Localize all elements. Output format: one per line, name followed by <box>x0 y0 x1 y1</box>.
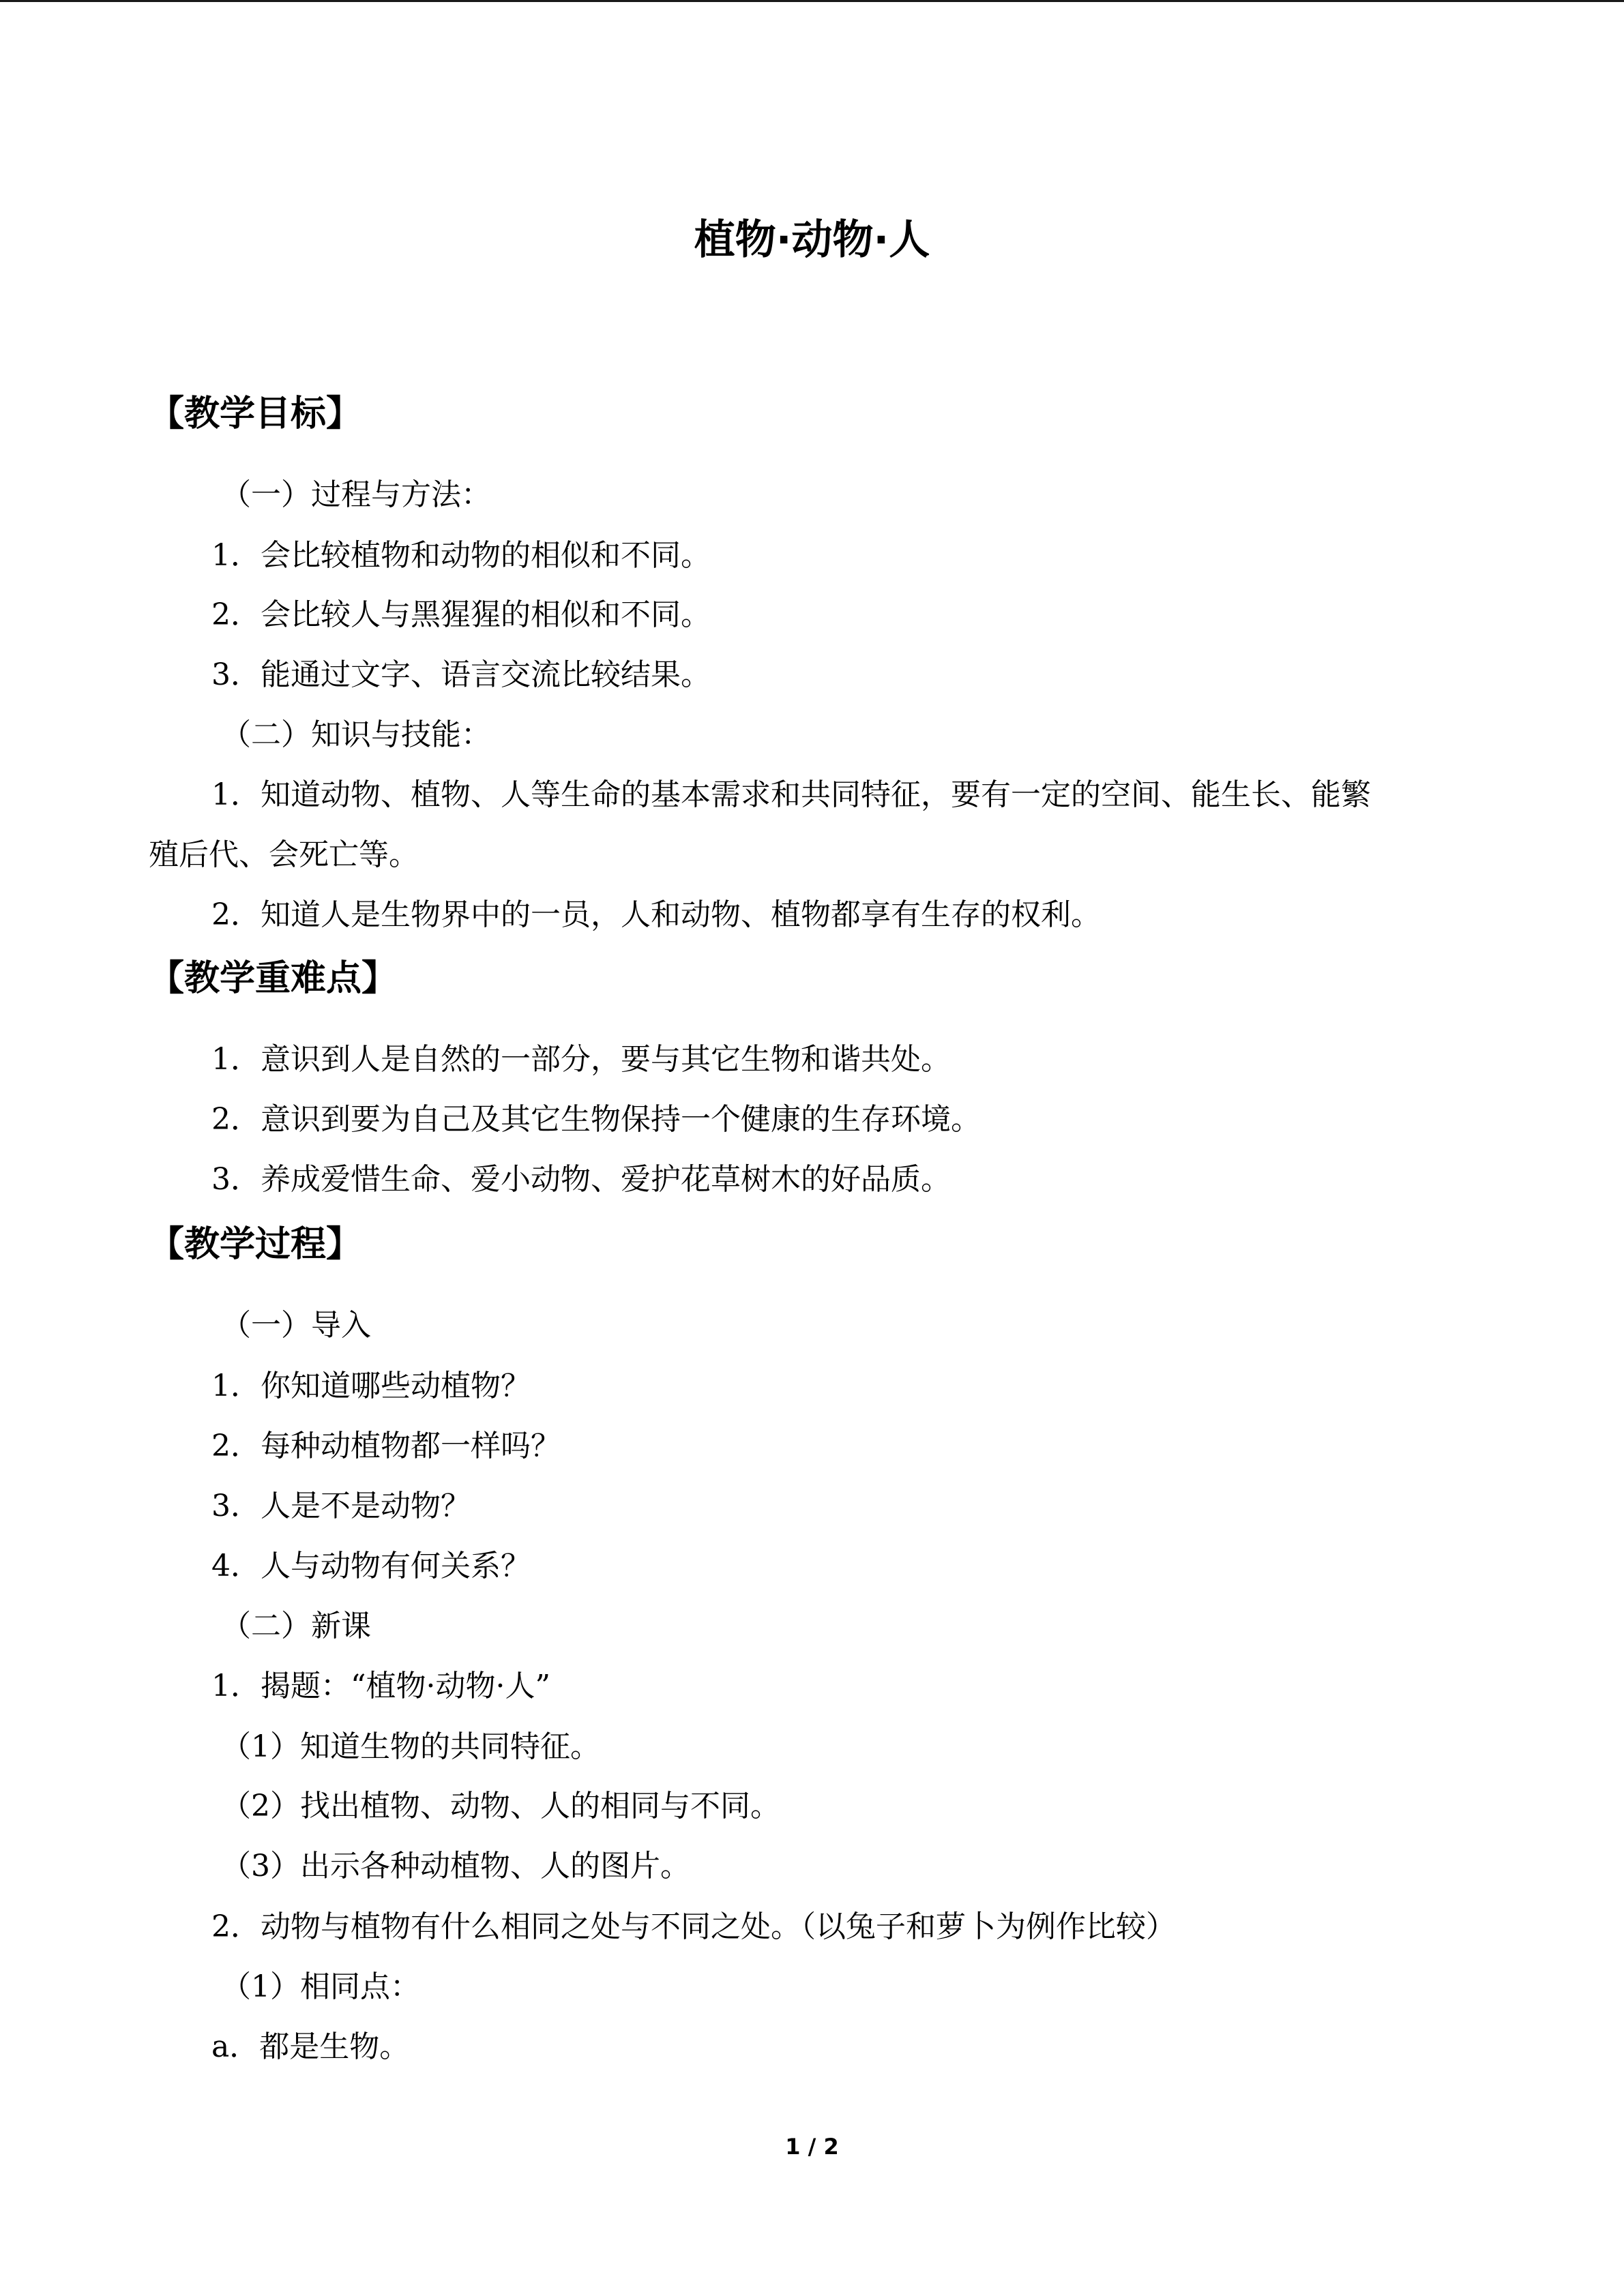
list-item: 2．会比较人与黑猩猩的相似和不同。 <box>211 597 711 632</box>
section-heading-key-points: 【教学重难点】 <box>149 958 398 999</box>
list-item: 1．意识到人是自然的一部分，要与其它生物和谐共处。 <box>211 1042 951 1077</box>
subheading-new-lesson: （二）新课 <box>221 1609 371 1643</box>
section-heading-objectives: 【教学目标】 <box>149 393 362 434</box>
top-border-rule <box>0 0 1624 2</box>
list-item: 2．每种动植物都一样吗？ <box>211 1429 561 1463</box>
list-item: 2．动物与植物有什么相同之处与不同之处。（以兔子和萝卜为例作比较） <box>211 1909 1176 1944</box>
list-subitem: （3）出示各种动植物、人的图片。 <box>221 1849 690 1883</box>
list-item: 2．意识到要为自己及其它生物保持一个健康的生存环境。 <box>211 1102 981 1137</box>
subheading-knowledge-skills: （二）知识与技能： <box>221 717 491 752</box>
list-subitem: （1）相同点： <box>221 1969 420 2004</box>
list-item: 1．揭题：“植物·动物·人” <box>211 1669 550 1703</box>
subheading-process-methods: （一）过程与方法： <box>221 477 491 512</box>
list-item: 2．知道人是生物界中的一员，人和动物、植物都享有生存的权利。 <box>211 897 1101 932</box>
list-subitem: （2）找出植物、动物、人的相同与不同。 <box>221 1789 780 1823</box>
list-item: 3．人是不是动物？ <box>211 1489 471 1523</box>
list-item: 3．养成爱惜生命、爱小动物、爱护花草树木的好品质。 <box>211 1162 951 1197</box>
subheading-intro: （一）导入 <box>221 1308 371 1343</box>
section-heading-process: 【教学过程】 <box>149 1224 362 1265</box>
list-item-continuation: 殖后代、会死亡等。 <box>149 837 419 872</box>
page-title: 植物·动物·人 <box>694 216 930 264</box>
list-item: 1．会比较植物和动物的相似和不同。 <box>211 538 711 573</box>
page-number: 1 / 2 <box>785 2134 839 2160</box>
list-item: 1．知道动物、植物、人等生命的基本需求和共同特征，要有一定的空间、能生长、能繁 <box>211 777 1371 812</box>
list-item: 1．你知道哪些动植物？ <box>211 1369 531 1403</box>
list-item: 4．人与动物有何关系？ <box>211 1549 531 1583</box>
list-item: 3．能通过文字、语言交流比较结果。 <box>211 657 711 692</box>
list-item: a．都是生物。 <box>211 2029 410 2064</box>
list-subitem: （1）知道生物的共同特征。 <box>221 1729 600 1764</box>
